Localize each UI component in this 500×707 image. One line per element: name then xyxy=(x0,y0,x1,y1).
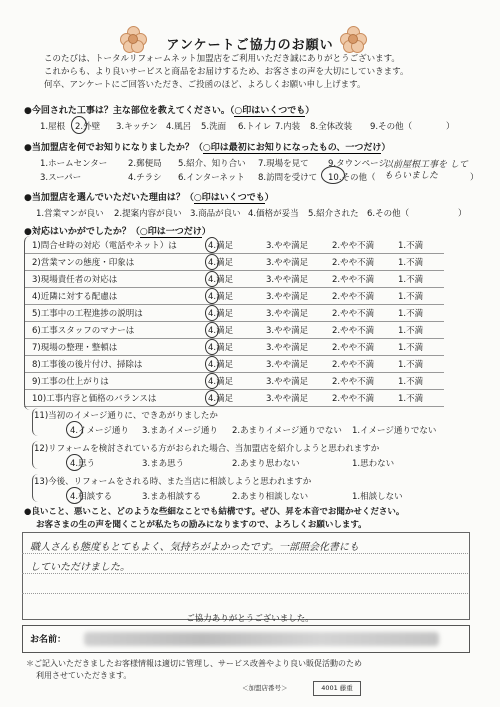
rating-option[interactable]: 1.不満 xyxy=(398,360,424,370)
comment-rule-1 xyxy=(22,553,468,554)
q11-label: 11)当初のイメージ通りに、できあがりましたか xyxy=(34,411,218,421)
q13-option-4[interactable]: 4.相談する xyxy=(70,492,113,502)
q2-answer-circle xyxy=(321,166,345,184)
q2-option-10[interactable]: 10.その他（ xyxy=(328,173,376,183)
rating-option[interactable]: 1.不満 xyxy=(398,275,424,285)
rating-option[interactable]: 2.やや不満 xyxy=(332,326,375,336)
rating-option[interactable]: 2.やや不満 xyxy=(332,292,375,302)
q2-handwritten-answer: 以前屋根工事を してもらいました xyxy=(384,160,468,181)
q11-option-1[interactable]: 1.イメージ通りでない xyxy=(352,426,437,436)
q2-option-1[interactable]: 1.ホームセンター xyxy=(40,159,108,169)
q3-option-1[interactable]: 1.営業マンが良い xyxy=(36,209,104,219)
rating-option[interactable]: 3.やや満足 xyxy=(266,326,309,336)
rating-option[interactable]: 3.やや満足 xyxy=(266,309,309,319)
rating-option[interactable]: 4.満足 xyxy=(208,377,234,387)
rating-option[interactable]: 2.やや不満 xyxy=(332,394,375,404)
rating-option[interactable]: 1.不満 xyxy=(398,309,424,319)
rating-option[interactable]: 4.満足 xyxy=(208,360,234,370)
q12-option-4[interactable]: 4.思う xyxy=(70,459,96,469)
q13-option-2[interactable]: 2.あまり相談しない xyxy=(232,492,309,502)
comment-handwritten-line-1: 職人さんも態度もとてもよく、気持ちがよかったです。一部照会化書にも xyxy=(30,542,359,553)
comment-prompt-2: お客さまの生の声を聞くことが私たちの励みになりますので、よろしくお願いします。 xyxy=(36,520,367,530)
rating-item-label: 2)営業マンの態度・印象は xyxy=(32,258,135,268)
rating-option[interactable]: 4.満足 xyxy=(208,292,234,302)
q13-option-3[interactable]: 3.まあ相談する xyxy=(142,492,202,502)
rating-item-label: 4)近隣に対する配慮は xyxy=(32,292,118,302)
rating-option[interactable]: 2.やや不満 xyxy=(332,258,375,268)
q4-bracket xyxy=(24,236,465,410)
q3-option-5[interactable]: 5.紹介された xyxy=(308,209,359,219)
q11-answer-circle xyxy=(66,421,83,438)
intro-line-3: 何卒、アンケートにご回答いただき、ご投函のほど、よろしくお願い申し上げます。 xyxy=(44,80,366,90)
rating-item-label: 1)問合せ時の対応（電話やネット）は xyxy=(32,241,177,251)
q4-label: ●対応はいかがでしたか？（○印は一つだけ） xyxy=(24,227,211,237)
q1-option-2[interactable]: 2.外壁 xyxy=(75,122,101,132)
q2-option-8[interactable]: 8.訪問を受けて xyxy=(258,173,318,183)
rating-option[interactable]: 2.やや不満 xyxy=(332,241,375,251)
q13-label: 13)今後、リフォームをされる時、また当店に相談しようと思われますか xyxy=(34,477,312,487)
rating-option[interactable]: 1.不満 xyxy=(398,241,424,251)
q2-label: ●当加盟店を何でお知りになりましたか？（○印は最初にお知りになったもの、一つだけ） xyxy=(24,143,391,153)
store-number-label: ＜加盟店番号＞ xyxy=(242,684,288,692)
name-label: お名前： xyxy=(30,635,67,645)
q1-option-6[interactable]: 6.トイレ xyxy=(238,122,272,132)
rating-option[interactable]: 4.満足 xyxy=(208,241,234,251)
rating-option[interactable]: 2.やや不満 xyxy=(332,343,375,353)
q1-option-5[interactable]: 5.洗面 xyxy=(201,122,227,132)
rating-option[interactable]: 1.不満 xyxy=(398,394,424,404)
footer-note-1: ＊ご記入いただきましたお客様情報は適切に管理し、サービス改善やより良い販促活動のため xyxy=(26,659,362,668)
rating-item-label: 9)工事の仕上がりは xyxy=(32,377,109,387)
q12-label: 12)リフォームを検討されている方がおられた場合、当加盟店を紹介しようと思われますか xyxy=(34,444,380,454)
comment-rule-2 xyxy=(22,573,468,574)
rating-option[interactable]: 1.不満 xyxy=(398,377,424,387)
q2-option-2[interactable]: 2.郵便局 xyxy=(128,159,162,169)
q3-option-6[interactable]: 6.その他（ xyxy=(367,209,410,219)
q1-option-8[interactable]: 8.全体改装 xyxy=(310,122,353,132)
rating-option[interactable]: 1.不満 xyxy=(398,326,424,336)
rating-option[interactable]: 3.やや満足 xyxy=(266,394,309,404)
q3-option-3[interactable]: 3.商品が良い xyxy=(190,209,241,219)
q1-option-9-close: ） xyxy=(446,122,455,132)
rating-option[interactable]: 1.不満 xyxy=(398,343,424,353)
rating-item-label: 6)工事スタッフのマナーは xyxy=(32,326,135,336)
thanks-text: ご協力ありがとうございました。 xyxy=(186,614,314,624)
q3-option-4[interactable]: 4.価格が妥当 xyxy=(248,209,299,219)
page-title: アンケートご協力のお願い xyxy=(166,38,334,53)
q1-option-7[interactable]: 7.内装 xyxy=(275,122,301,132)
q2-option-6[interactable]: 6.インターネット xyxy=(178,173,245,183)
rating-option[interactable]: 2.やや不満 xyxy=(332,377,375,387)
rating-option[interactable]: 4.満足 xyxy=(208,309,234,319)
rating-item-label: 10)工事内容と価格のバランスは xyxy=(32,394,157,404)
intro-line-1: このたびは、トータルリフォームネット加盟店をご利用いただき誠にありがとうございます。 xyxy=(44,54,400,64)
intro-line-2: これからも、より良いサービスと商品をお届けするため、お客さまの声を大切にしていきます。 xyxy=(44,67,409,77)
rating-option[interactable]: 3.やや満足 xyxy=(266,275,309,285)
q1-label: ●今回された工事は？主な部位を教えてください。（○印はいくつでも） xyxy=(24,106,315,116)
comment-rule-3 xyxy=(22,593,468,594)
comment-prompt-1: ●良いこと、悪いこと、どのような些細なことでも結構です。ぜひ、昇を本音でお聞かせください。 xyxy=(24,507,405,517)
rating-option[interactable]: 4.満足 xyxy=(208,394,234,404)
rating-option[interactable]: 4.満足 xyxy=(208,343,234,353)
q3-option-6-close: ） xyxy=(458,209,467,219)
rating-option[interactable]: 3.やや満足 xyxy=(266,292,309,302)
q2-option-3[interactable]: 3.スーパー xyxy=(40,173,82,183)
q12-answer-circle xyxy=(66,454,83,471)
q1-option-4[interactable]: 4.風呂 xyxy=(166,122,192,132)
rating-option[interactable]: 4.満足 xyxy=(208,275,234,285)
rating-option[interactable]: 3.やや満足 xyxy=(266,241,309,251)
rating-item-label: 8)工事後の後片付け、掃除は xyxy=(32,360,143,370)
rating-option[interactable]: 2.やや不満 xyxy=(332,275,375,285)
rating-item-label: 3)現場責任者の対応は xyxy=(32,275,118,285)
rating-item-label: 7)現場の整理・整頓は xyxy=(32,343,118,353)
rating-option[interactable]: 3.やや満足 xyxy=(266,360,309,370)
q13-answer-circle xyxy=(66,487,83,504)
name-redacted xyxy=(84,632,439,646)
q2-option-5[interactable]: 5.紹介、知り合い xyxy=(178,159,246,169)
comment-handwritten-line-2: していただけました。 xyxy=(30,562,130,573)
q1-option-3[interactable]: 3.キッチン xyxy=(116,122,158,132)
q12-option-1[interactable]: 1.思わない xyxy=(352,459,395,469)
rating-option[interactable]: 2.やや不満 xyxy=(332,360,375,370)
q3-option-2[interactable]: 2.提案内容が良い xyxy=(114,209,182,219)
q1-option-1[interactable]: 1.屋根 xyxy=(40,122,66,132)
q11-option-3[interactable]: 3.まあイメージ通り xyxy=(142,426,218,436)
footer-note-2: 利用させていただきます。 xyxy=(36,671,132,680)
rating-option[interactable]: 1.不満 xyxy=(398,258,424,268)
q2-option-9[interactable]: 9.タウンページ xyxy=(328,159,387,169)
rating-option[interactable]: 3.やや満足 xyxy=(266,377,309,387)
store-number-box: 4001 藤重 xyxy=(313,681,361,696)
q2-option-7[interactable]: 7.現場を見て xyxy=(258,159,309,169)
rating-option[interactable]: 2.やや不満 xyxy=(332,309,375,319)
q1-answer-circle xyxy=(71,116,87,134)
rating-item-label: 5)工事中の工程進捗の説明は xyxy=(32,309,143,319)
q12-option-3[interactable]: 3.まあ思う xyxy=(142,459,185,469)
rating-option[interactable]: 1.不満 xyxy=(398,292,424,302)
q2-option-10-close: ） xyxy=(470,173,479,183)
q12-option-2[interactable]: 2.あまり思わない xyxy=(232,459,300,469)
q13-option-1[interactable]: 1.相談しない xyxy=(352,492,403,502)
rating-option[interactable]: 4.満足 xyxy=(208,258,234,268)
q11-option-4[interactable]: 4.イメージ通り xyxy=(70,426,129,436)
rating-option[interactable]: 3.やや満足 xyxy=(266,343,309,353)
rating-option[interactable]: 3.やや満足 xyxy=(266,258,309,268)
rating-option[interactable]: 4.満足 xyxy=(208,326,234,336)
q11-option-2[interactable]: 2.あまりイメージ通りでない xyxy=(232,426,342,436)
q3-label: ●当加盟店を選んでいただいた理由は？（○印はいくつでも） xyxy=(24,193,274,203)
q2-option-4[interactable]: 4.チラシ xyxy=(128,173,162,183)
q1-option-9[interactable]: 9.その他（ xyxy=(370,122,413,132)
